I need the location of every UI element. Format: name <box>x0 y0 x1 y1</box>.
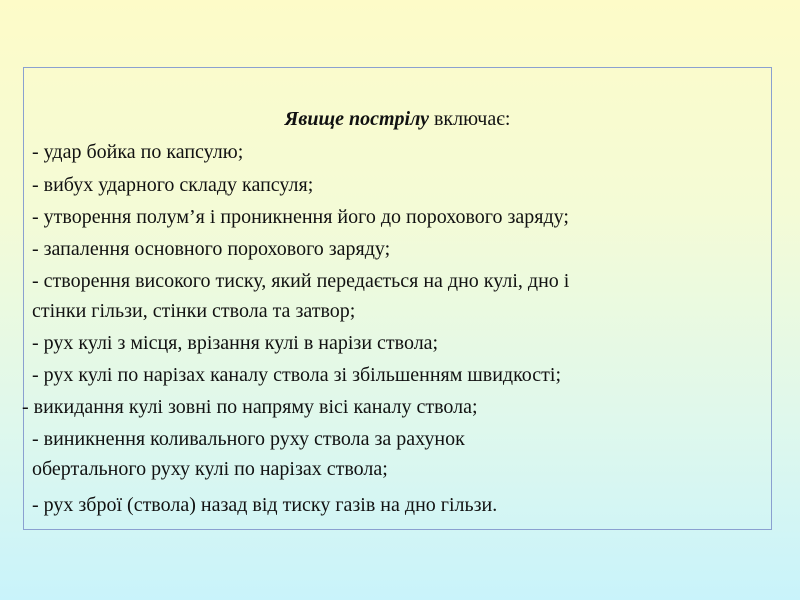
content-box <box>23 67 772 530</box>
heading-emphasis: Явище пострілу <box>284 108 429 130</box>
list-item: - рух зброї (ствола) назад від тиску газів на дно гільзи. <box>32 494 498 516</box>
list-item: - виникнення коливального руху ствола за рахунок <box>32 428 465 450</box>
slide-heading <box>24 106 771 132</box>
list-item: - рух кулі по нарізах каналу ствола зі збільшенням швидкості; <box>32 364 562 386</box>
list-item: - утворення полум’я і проникнення його до порохового заряду; <box>32 206 569 228</box>
list-item: - рух кулі з місця, врізання кулі в нарізи ствола; <box>32 332 439 354</box>
list-item: - вибух ударного складу капсуля; <box>32 174 314 196</box>
list-item: - запалення основного порохового заряду; <box>32 238 391 260</box>
list-item: - створення високого тиску, який передається на дно кулі, дно і <box>32 270 570 292</box>
list-item-continuation: обертального руху кулі по нарізах ствола; <box>32 458 388 480</box>
list-item-continuation: стінки гільзи, стінки ствола та затвор; <box>32 300 356 322</box>
list-item: - удар бойка по капсулю; <box>32 141 244 163</box>
list-item: - викидання кулі зовні по напряму вісі каналу ствола; <box>22 396 478 418</box>
heading-rest: включає: <box>428 108 511 130</box>
